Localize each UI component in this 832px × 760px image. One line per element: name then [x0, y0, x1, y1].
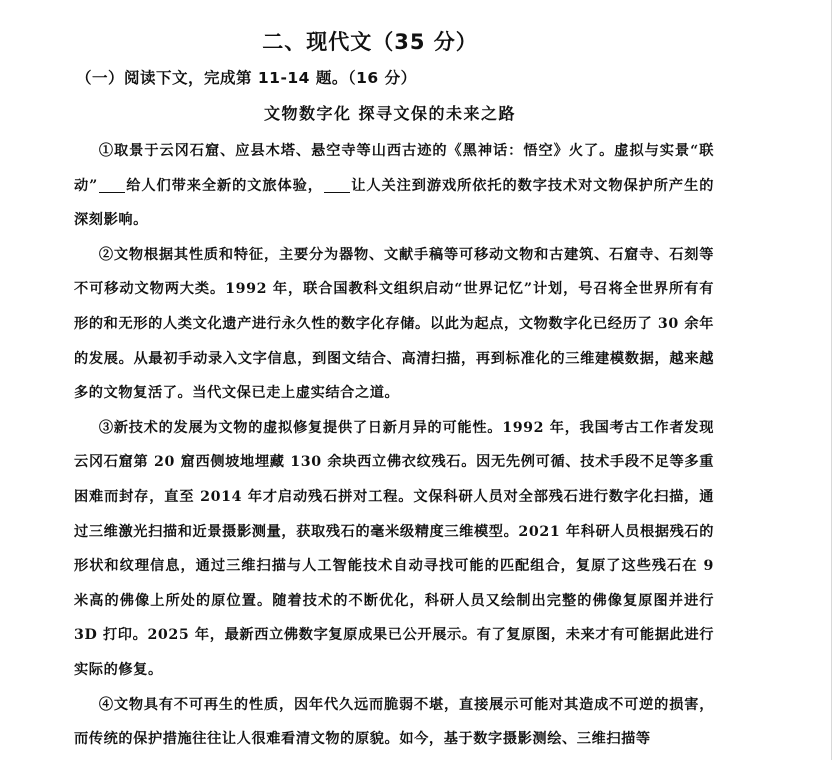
paragraph-1	[74, 134, 714, 238]
paragraph-3: ③新技术的发展为文物的虚拟修复提供了日新月异的可能性。1992 年，我国考古工作者发现云冈石窟第 20 窟西侧坡地埋藏 130 余块西立佛衣纹残石。因无先例可循、技术手段不足等多重困难而封存，直至 2014 年才启动残石拼对工程。文保科研人员对全部残石进行数字化扫描，通过三维激光扫描和近景摄影测量，获取残石的毫米级精度三维模型。2021 年科研人员根据残石的形状和纹理信息，通过三维扫描与人工智能技术自动寻找可能的匹配组合，复原了这些残石在 9 米高的佛像上所处的原位置。随着技术的不断优化，科研人员又绘制出完整的佛像复原图并进行 3D 打印。2025 年，最新西立佛数字复原成果已公开展示。有了复原图，未来才有可能据此进行实际的修复。	[74, 419, 714, 678]
paragraph-1-part-c: 让人关注到游戏所依托的数字技术对文物保护所产生的深刻影响。	[74, 177, 714, 229]
fill-blank-2	[324, 177, 350, 192]
article-body	[74, 134, 714, 757]
paragraph-1-part-b: 给人们带来全新的文旅体验，	[125, 177, 323, 194]
article-title: 文物数字化 探寻文保的未来之路	[263, 104, 517, 123]
paragraph-1-part-a: ①取景于云冈石窟、应县木塔、悬空寺等山西古迹的《黑神话：悟空》火了。虚拟与实景“联动”	[74, 143, 714, 194]
paragraph-2: ②文物根据其性质和特征，主要分为器物、文献手稿等可移动文物和古建筑、石窟寺、石刻等不可移动文物两大类。1992 年，联合国教科文组织启动“世界记忆”计划，号召将全世界所有有形的和无形的人类文化遗产进行永久性的数字化存储。以此为起点，文物数字化已经历了 30 余年的发展。从最初手动录入文字信息，到图文结合、高清扫描，再到标准化的三维建模数据，越来越多的文物复活了。当代文保已走上虚实结合之道。	[74, 246, 714, 402]
fill-blank-1	[99, 177, 125, 192]
subsection-instruction: （一）阅读下文，完成第 11-14 题。（16 分）	[76, 69, 417, 87]
paragraph-4: ④文物具有不可再生的性质，因年代久远而脆弱不堪，直接展示可能对其造成不可逆的损害，而传统的保护措施往往让人很难看清文物的原貌。如今，基于数字摄影测绘、三维扫描等	[74, 696, 714, 748]
section-title: 二、现代文（35 分）	[262, 30, 478, 54]
